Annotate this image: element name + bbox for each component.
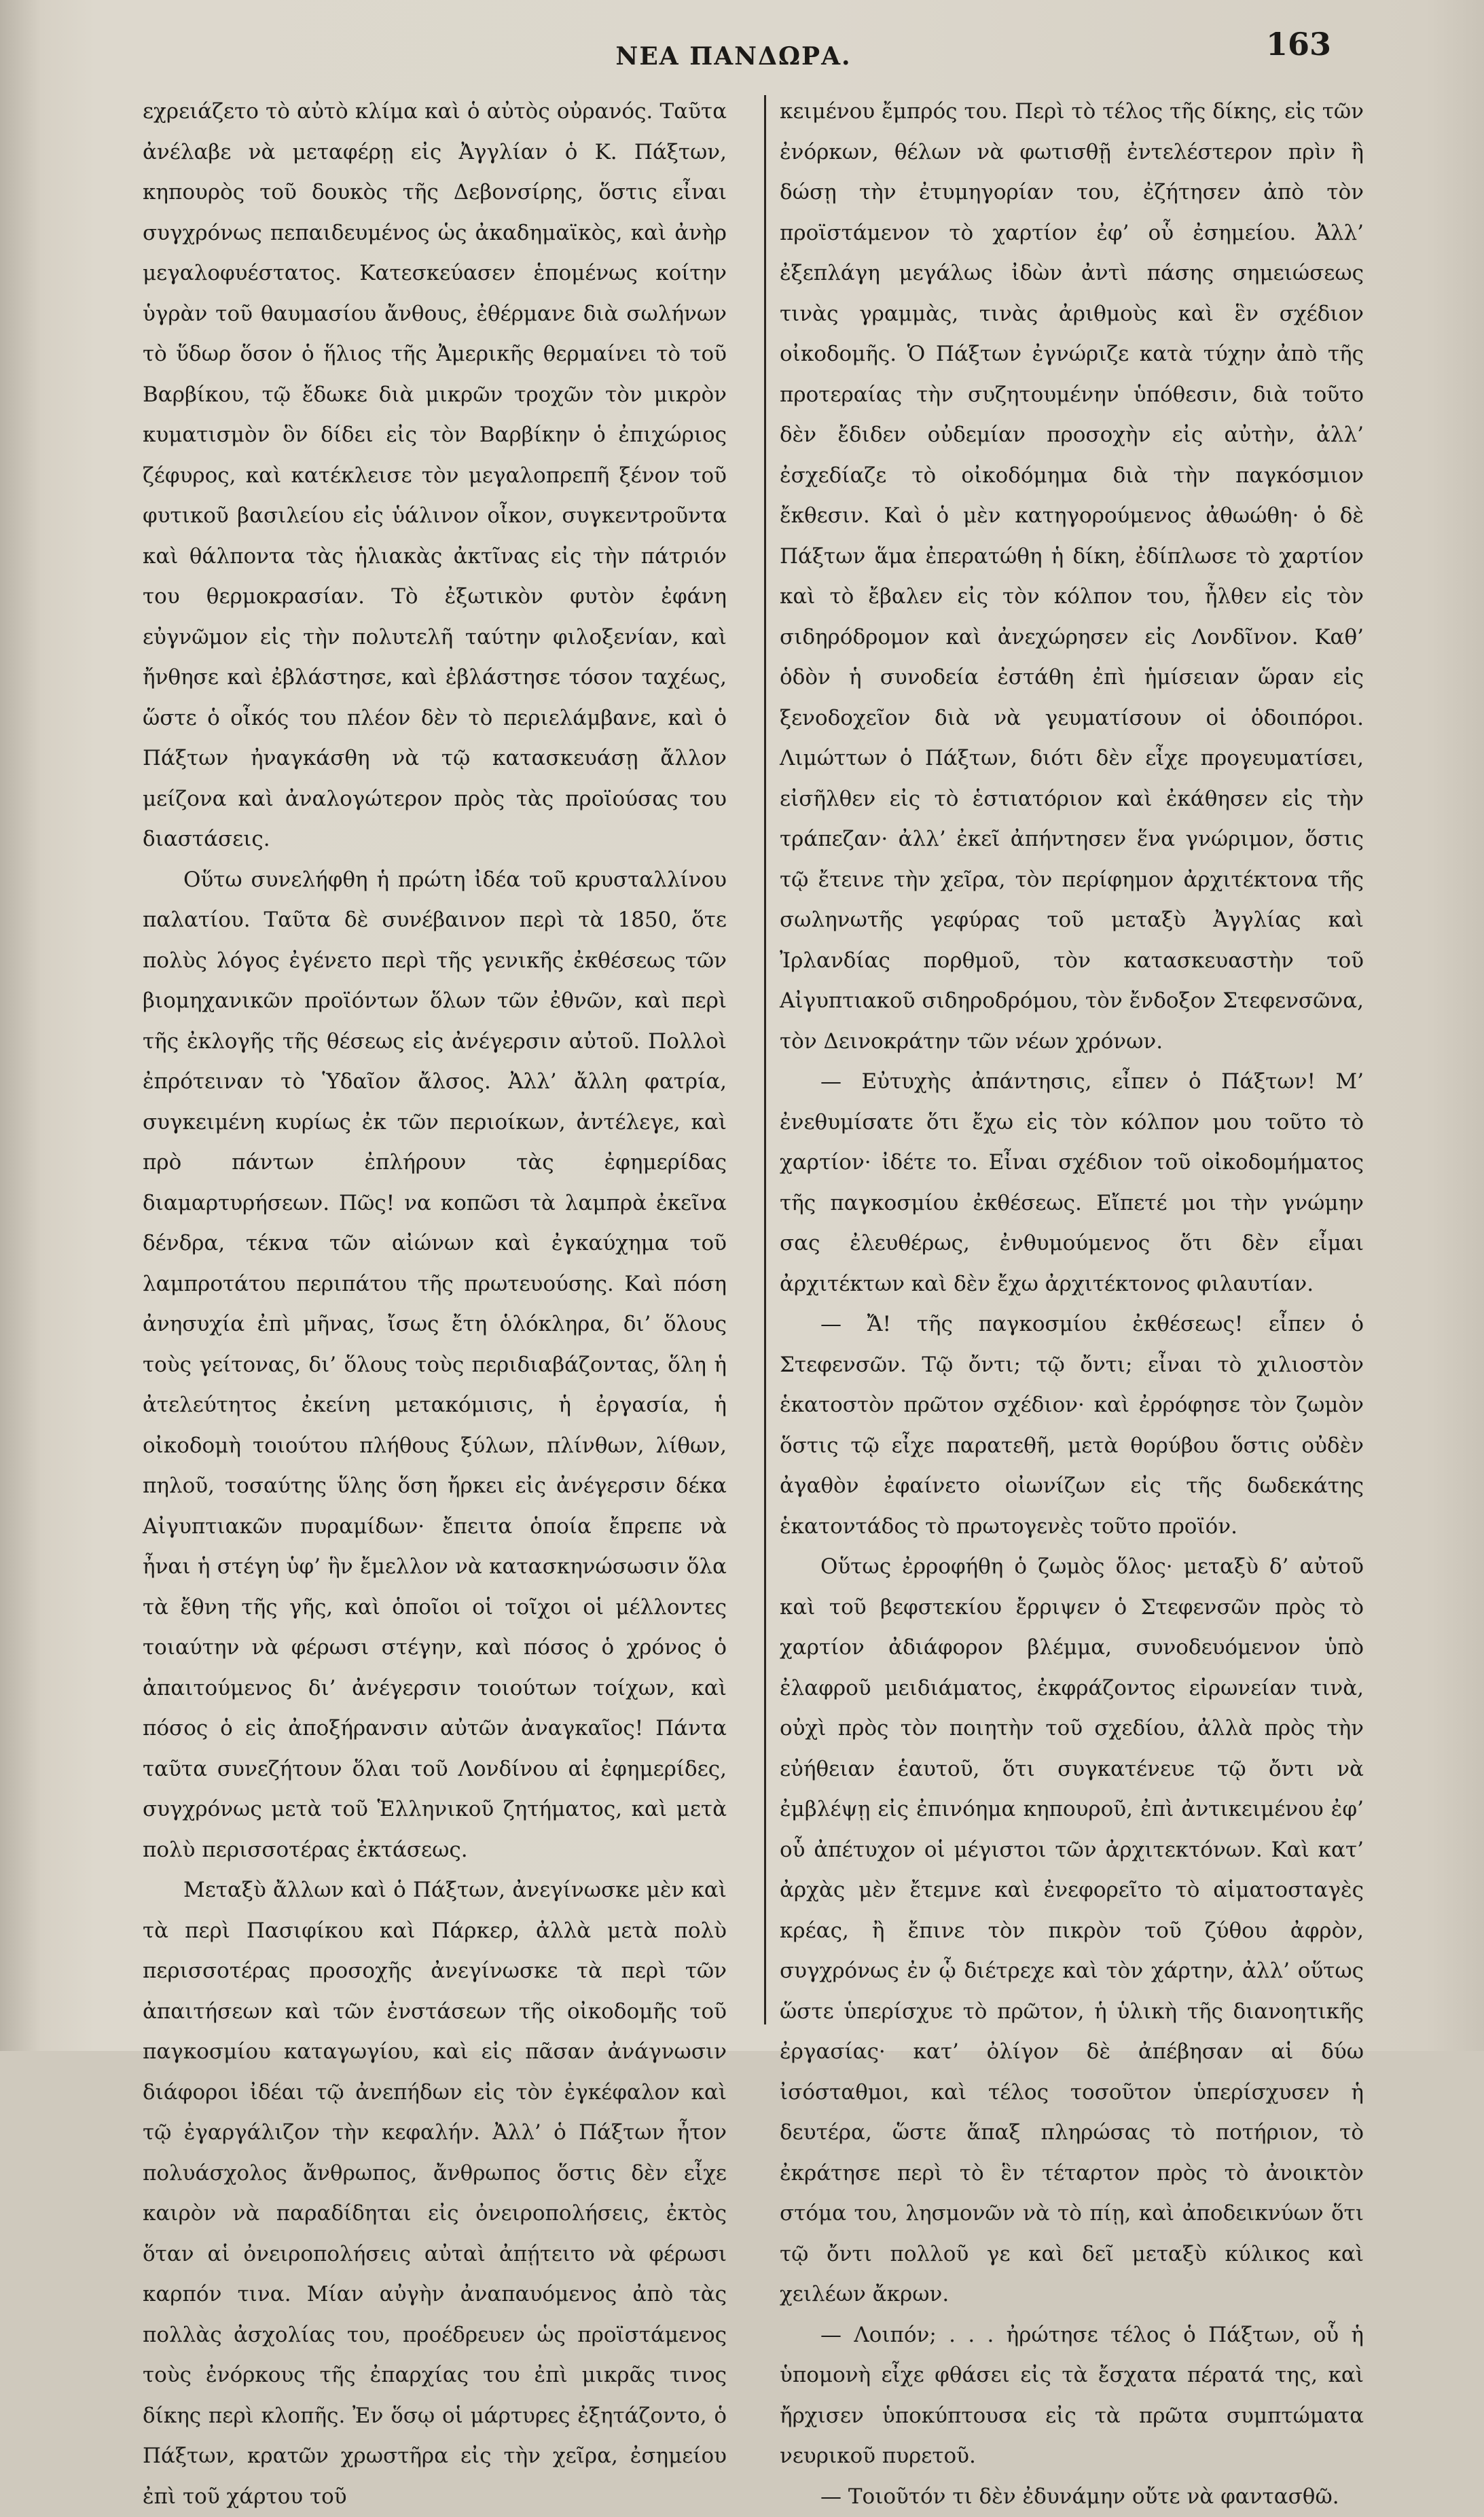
column-divider: [764, 95, 766, 2024]
dialogue-paragraph: — Εὐτυχὴς ἀπάντησις, εἶπεν ὁ Πάξτων! Μ’ ἐνεθυμίσατε ὅτι ἔχω εἰς τὸν κόλπον μου τοῦτο τὸ χαρτίον· ἰδέτε το. Εἶναι σχέδιον τοῦ οἰκοδομήματος τῆς παγκοσμίου ἐκθέσεως. Εἴπετέ μοι τὴν γνώμην σας ἐλευθέρως, ἐνθυμούμενος ὅτι δὲν εἶμαι ἀρχιτέκτων καὶ δὲν ἔχω ἀρχιτέκτονος φιλαυτίαν.: [780, 1062, 1364, 1304]
page-number: 163: [1266, 26, 1331, 63]
paragraph: Οὕτως ἐρροφήθη ὁ ζωμὸς ὅλος· μεταξὺ δ’ αὐτοῦ καὶ τοῦ βεφστεκίου ἔρριψεν ὁ Στεφενσῶν πρὸς τὸ χαρτίον ἀδιάφορον βλέμμα, συνοδευόμενον ὑπὸ ἐλαφροῦ μειδιάματος, ἐκφράζοντος εἰρωνείαν τινὰ, οὐχὶ πρὸς τὸν ποιητὴν τοῦ σχεδίου, ἀλλὰ πρὸς τὴν εὐήθειαν ἑαυτοῦ, ὅτι συγκατένευε τῷ ὄντι νὰ ἐμβλέψῃ εἰς ἐπινόημα κηπουροῦ, ἐπὶ ἀντικειμένου ἐφ’ οὗ ἀπέτυχον οἱ μέγιστοι τῶν ἀρχιτεκτόνων. Καὶ κατ’ ἀρχὰς μὲν ἔτεμνε καὶ ἐνεφορεῖτο τὸ αἱματοσταγὲς κρέας, ἢ ἔπινε τὸν πικρὸν τοῦ ζύθου ἀφρὸν, συγχρόνως ἐν ᾧ διέτρεχε καὶ τὸν χάρτην, ἀλλ’ οὕτως ὥστε ὑπερίσχυε τὸ πρῶτον, ἡ ὑλικὴ τῆς διανοητικῆς ἐργασίας· κατ’ ὀλίγον δὲ ἀπέβησαν αἱ δύω ἰσόσταθμοι, καὶ τέλος τοσοῦτον ὑπερίσχυσεν ἡ δευτέρα, ὥστε ἅπαξ πληρώσας τὸ ποτήριον, τὸ ἐκράτησε περὶ τὸ ἓν τέταρτον πρὸς τὸ ἀνοικτὸν στόμα του, λησμονῶν νὰ τὸ πίῃ, καὶ ἀποδεικνύων ὅτι τῷ ὄντι πολλοῦ γε καὶ δεῖ μεταξὺ κύλικος καὶ χειλέων ἄκρων.: [780, 1547, 1364, 2315]
paragraph: Οὕτω συνελήφθη ἡ πρώτη ἰδέα τοῦ κρυσταλλίνου παλατίου. Ταῦτα δὲ συνέβαινον περὶ τὰ 1850, ὅτε πολὺς λόγος ἐγένετο περὶ τῆς γενικῆς ἐκθέσεως τῶν βιομηχανικῶν προϊόντων ὅλων τῶν ἐθνῶν, καὶ περὶ τῆς ἐκλογῆς τῆς θέσεως εἰς ἀνέγερσιν αὐτοῦ. Πολλοὶ ἐπρότειναν τὸ Ὑδαῖον ἄλσος. Ἀλλ’ ἄλλη φατρία, συγκειμένη κυρίως ἐκ τῶν περιοίκων, ἀντέλεγε, καὶ πρὸ πάντων ἐπλήρουν τὰς ἐφημερίδας διαμαρτυρήσεων. Πῶς! να κοπῶσι τὰ λαμπρὰ ἐκεῖνα δένδρα, τέκνα τῶν αἰώνων καὶ ἐγκαύχημα τοῦ λαμπροτάτου περιπάτου τῆς πρωτευούσης. Καὶ πόση ἀνησυχία ἐπὶ μῆνας, ἴσως ἔτη ὁλόκληρα, δι’ ὅλους τοὺς γείτονας, δι’ ὅλους τοὺς περιδιαβάζοντας, ὅλη ἡ ἀτελεύτητος ἐκείνη μετακόμισις, ἡ ἐργασία, ἡ οἰκοδομὴ τοιούτου πλήθους ξύλων, πλίνθων, λίθων, πηλοῦ, τοσαύτης ὕλης ὅση ἤρκει εἰς ἀνέγερσιν δέκα Αἰγυπτιακῶν πυραμίδων· ἔπειτα ὁποία ἔπρεπε νὰ ἦναι ἡ στέγη ὑφ’ ἣν ἔμελλον νὰ κατασκηνώσωσιν ὅλα τὰ ἔθνη τῆς γῆς, καὶ ὁποῖοι οἱ τοῖχοι οἱ μέλλοντες τοιαύτην νὰ φέρωσι στέγην, καὶ πόσος ὁ χρόνος ὁ ἀπαιτούμενος δι’ ἀνέγερσιν τοιούτων τοίχων, καὶ πόσος ὁ εἰς ἀποξήρανσιν αὐτῶν ἀναγκαῖος! Πάντα ταῦτα συνεζήτουν ὅλαι τοῦ Λονδίνου αἱ ἐφημερίδες, συγχρόνως μετὰ τοῦ Ἑλληνικοῦ ζητήματος, καὶ μετὰ πολὺ περισσοτέρας ἐκτάσεως.: [143, 860, 727, 1871]
left-column: [143, 92, 727, 2517]
dialogue-paragraph: — Ἄ! τῆς παγκοσμίου ἐκθέσεως! εἶπεν ὁ Στεφενσῶν. Τῷ ὄντι; τῷ ὄντι; εἶναι τὸ χιλιοστὸν ἑκατοστὸν πρῶτον σχέδιον· καὶ ἐρρόφησε τὸν ζωμὸν ὅστις τῷ εἶχε παρατεθῆ, μετὰ θορύβου ὅστις οὐδὲν ἀγαθὸν ἐφαίνετο οἰωνίζων εἰς τῆς δωδεκάτης ἑκατοντάδος τὸ πρωτογενὲς τοῦτο προϊόν.: [780, 1304, 1364, 1547]
paragraph: Μεταξὺ ἄλλων καὶ ὁ Πάξτων, ἀνεγίνωσκε μὲν καὶ τὰ περὶ Πασιφίκου καὶ Πάρκερ, ἀλλὰ μετὰ πολὺ περισσοτέρας προσοχῆς ἀνεγίνωσκε τὰ περὶ τῶν ἀπαιτήσεων καὶ τῶν ἐνστάσεων τῆς οἰκοδομῆς τοῦ παγκοσμίου καταγωγίου, καὶ εἰς πᾶσαν ἀνάγνωσιν διάφοροι ἰδέαι τῷ ἀνεπήδων εἰς τὸν ἐγκέφαλον καὶ τῷ ἐγαργάλιζον τὴν κεφαλήν. Ἀλλ’ ὁ Πάξτων ἦτον πολυάσχολος ἄνθρωπος, ἄνθρωπος ὅστις δὲν εἶχε καιρὸν νὰ παραδίδηται εἰς ὀνειροπολήσεις, ἐκτὸς ὅταν αἱ ὀνειροπολήσεις αὐταὶ ἀπῄτειτο νὰ φέρωσι καρπόν τινα. Μίαν αὐγὴν ἀναπαυόμενος ἀπὸ τὰς πολλὰς ἀσχολίας του, προέδρευεν ὡς προϊστάμενος τοὺς ἐνόρκους τῆς ἐπαρχίας του ἐπὶ μικρᾶς τινος δίκης περὶ κλοπῆς. Ἐν ὅσῳ οἱ μάρτυρες ἐξητάζοντο, ὁ Πάξτων, κρατῶν χρωστῆρα εἰς τὴν χεῖρα, ἐσημείου ἐπὶ τοῦ χάρτου τοῦ: [143, 1870, 727, 2517]
page-header: [136, 19, 1331, 80]
running-title: ΝΕΑ ΠΑΝΔΩΡΑ.: [136, 42, 1331, 71]
dialogue-paragraph: — Τοιοῦτόν τι δὲν ἐδυνάμην οὔτε νὰ φαντασθῶ.: [780, 2477, 1364, 2517]
dialogue-paragraph: — Λοιπόν; . . . ἠρώτησε τέλος ὁ Πάξτων, οὗ ἡ ὑπομονὴ εἶχε φθάσει εἰς τὰ ἔσχατα πέρατά της, καὶ ἤρχισεν ὑποκύπτουσα εἰς τὰ πρῶτα συμπτώματα νευρικοῦ πυρετοῦ.: [780, 2315, 1364, 2477]
right-column: [780, 92, 1364, 2517]
paragraph: κειμένου ἔμπρός του. Περὶ τὸ τέλος τῆς δίκης, εἰς τῶν ἐνόρκων, θέλων νὰ φωτισθῇ ἐντελέστερον πρὶν ἢ δώσῃ τὴν ἐτυμηγορίαν του, ἐζήτησεν ἀπὸ τὸν προϊστάμενον τὸ χαρτίον ἐφ’ οὗ ἐσημείου. Ἀλλ’ ἐξεπλάγη μεγάλως ἰδὼν ἀντὶ πάσης σημειώσεως τινὰς γραμμὰς, τινὰς ἀριθμοὺς καὶ ἓν σχέδιον οἰκοδομῆς. Ὁ Πάξτων ἐγνώριζε κατὰ τύχην ἀπὸ τῆς προτεραίας τὴν συζητουμένην ὑπόθεσιν, διὰ τοῦτο δὲν ἔδιδεν οὐδεμίαν προσοχὴν εἰς αὐτὴν, ἀλλ’ ἐσχεδίαζε τὸ οἰκοδόμημα διὰ τὴν παγκόσμιον ἔκθεσιν. Καὶ ὁ μὲν κατηγορούμενος ἀθωώθη· ὁ δὲ Πάξτων ἅμα ἐπερατώθη ἡ δίκη, ἐδίπλωσε τὸ χαρτίον καὶ τὸ ἔβαλεν εἰς τὸν κόλπον του, ἦλθεν εἰς τὸν σιδηρόδρομον καὶ ἀνεχώρησεν εἰς Λονδῖνον. Καθ’ ὁδὸν ἡ συνοδεία ἐστάθη ἐπὶ ἡμίσειαν ὥραν εἰς ξενοδοχεῖον διὰ νὰ γευματίσουν οἱ ὁδοιπόροι. Λιμώττων ὁ Πάξτων, διότι δὲν εἶχε προγευματίσει, εἰσῆλθεν εἰς τὸ ἑστιατόριον καὶ ἐκάθησεν εἰς τὴν τράπεζαν· ἀλλ’ ἐκεῖ ἀπήντησεν ἕνα γνώριμον, ὅστις τῷ ἔτεινε τὴν χεῖρα, τὸν περίφημον ἀρχιτέκτονα τῆς σωληνωτῆς γεφύρας τοῦ μεταξὺ Ἀγγλίας καὶ Ἰρλανδίας πορθμοῦ, τὸν κατασκευαστὴν τοῦ Αἰγυπτιακοῦ σιδηροδρόμου, τὸν ἔνδοξον Στεφενσῶνα, τὸν Δεινοκράτην τῶν νέων χρόνων.: [780, 92, 1364, 1062]
paragraph: εχρειάζετο τὸ αὐτὸ κλίμα καὶ ὁ αὐτὸς οὐρανός. Ταῦτα ἀνέλαβε νὰ μεταφέρῃ εἰς Ἀγγλίαν ὁ Κ. Πάξτων, κηπουρὸς τοῦ δουκὸς τῆς Δεβονσίρης, ὅστις εἶναι συγχρόνως πεπαιδευμένος ὡς ἀκαδημαϊκὸς, καὶ ἀνὴρ μεγαλοφυέστατος. Κατεσκεύασεν ἑπομένως κοίτην ὑγρὰν τοῦ θαυμασίου ἄνθους, ἐθέρμανε διὰ σωλήνων τὸ ὕδωρ ὅσον ὁ ἥλιος τῆς Ἀμερικῆς θερμαίνει τὸ τοῦ Βαρβίκου, τῷ ἔδωκε διὰ μικρῶν τροχῶν τὸν μικρὸν κυματισμὸν ὃν δίδει εἰς τὸν Βαρβίκην ὁ ἐπιχώριος ζέφυρος, καὶ κατέκλεισε τὸν μεγαλοπρεπῆ ξένον τοῦ φυτικοῦ βασιλείου εἰς ὑάλινον οἶκον, συγκεντροῦντα καὶ θάλποντα τὰς ἡλιακὰς ἀκτῖνας εἰς τὴν πάτριόν του θερμοκρασίαν. Τὸ ἐξωτικὸν φυτὸν ἐφάνη εὐγνῶμον εἰς τὴν πολυτελῆ ταύτην φιλοξενίαν, καὶ ἤνθησε καὶ ἐβλάστησε, καὶ ἐβλάστησε τόσον ταχέως, ὥστε ὁ οἶκός του πλέον δὲν τὸ περιελάμβανε, καὶ ὁ Πάξτων ἠναγκάσθη νὰ τῷ κατασκευάσῃ ἄλλον μείζονα καὶ ἀναλογώτερον πρὸς τὰς προϊούσας του διαστάσεις.: [143, 92, 727, 860]
